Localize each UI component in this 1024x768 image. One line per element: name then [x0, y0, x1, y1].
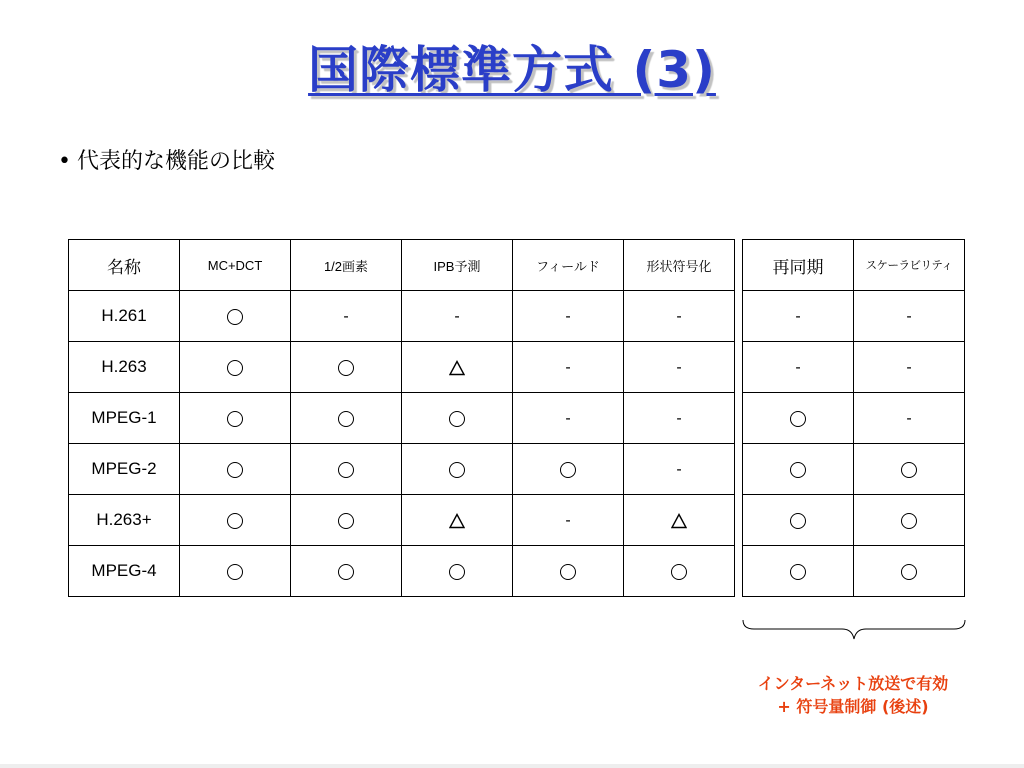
- comparison-table-side: [742, 239, 965, 597]
- value-cell: [513, 342, 624, 393]
- value-cell: [513, 393, 624, 444]
- header-cell: IPB予測: [402, 240, 513, 291]
- value-cell: [180, 291, 291, 342]
- table-row: [743, 495, 965, 546]
- value-cell: [513, 546, 624, 597]
- header-cell: 形状符号化: [624, 240, 735, 291]
- value-cell: [402, 393, 513, 444]
- value-cell: [743, 342, 854, 393]
- row-name-cell: MPEG-4: [69, 546, 180, 597]
- table-row: [69, 444, 735, 495]
- row-name-cell: MPEG-2: [69, 444, 180, 495]
- dash-text: -: [454, 308, 460, 325]
- note-line-1: インターネット放送で有効: [757, 674, 949, 693]
- value-cell: [291, 495, 402, 546]
- value-cell: [743, 495, 854, 546]
- value-cell: [180, 393, 291, 444]
- dash-text: -: [565, 512, 571, 529]
- value-cell: [291, 444, 402, 495]
- value-cell: [402, 342, 513, 393]
- table-row: [69, 291, 735, 342]
- circle-mark-icon: [790, 513, 806, 529]
- circle-mark-icon: [227, 411, 243, 427]
- bullet-item: [58, 144, 275, 175]
- table-row: [743, 546, 965, 597]
- slide-title: 国際標準方式 (3): [308, 41, 716, 99]
- table-row: [743, 342, 965, 393]
- circle-mark-icon: [338, 513, 354, 529]
- circle-mark-icon: [227, 462, 243, 478]
- dash-text: -: [795, 308, 801, 325]
- row-name-cell: MPEG-1: [69, 393, 180, 444]
- value-cell: [402, 444, 513, 495]
- table-header-row: [69, 240, 735, 291]
- circle-mark-icon: [671, 564, 687, 580]
- table-row: [69, 393, 735, 444]
- value-cell: [854, 546, 965, 597]
- table-row: [69, 546, 735, 597]
- dash-text: -: [795, 359, 801, 376]
- circle-mark-icon: [790, 411, 806, 427]
- row-name-cell: H.261: [69, 291, 180, 342]
- footer-divider: [0, 764, 1024, 768]
- circle-mark-icon: [449, 411, 465, 427]
- note-line-2: + 符号量制御 (後述): [777, 697, 929, 716]
- circle-mark-icon: [338, 411, 354, 427]
- value-cell: [291, 546, 402, 597]
- triangle-mark-icon: [449, 513, 465, 529]
- circle-mark-icon: [338, 462, 354, 478]
- table-header-row: [743, 240, 965, 291]
- value-cell: [180, 444, 291, 495]
- value-cell: [624, 546, 735, 597]
- value-cell: [854, 495, 965, 546]
- header-cell: フィールド: [513, 240, 624, 291]
- comparison-table-main: [68, 239, 735, 597]
- value-cell: [743, 444, 854, 495]
- circle-mark-icon: [449, 462, 465, 478]
- bullet-dot-icon: •: [58, 149, 71, 174]
- brace-icon: [742, 618, 966, 642]
- dash-text: -: [676, 410, 682, 427]
- circle-mark-icon: [790, 564, 806, 580]
- triangle-mark-icon: [449, 360, 465, 376]
- circle-mark-icon: [449, 564, 465, 580]
- circle-mark-icon: [227, 564, 243, 580]
- header-cell: MC+DCT: [180, 240, 291, 291]
- value-cell: [624, 291, 735, 342]
- value-cell: [743, 291, 854, 342]
- dash-text: -: [676, 308, 682, 325]
- row-name-cell: H.263: [69, 342, 180, 393]
- circle-mark-icon: [560, 564, 576, 580]
- dash-text: -: [676, 461, 682, 478]
- value-cell: [854, 393, 965, 444]
- dash-text: -: [343, 308, 349, 325]
- table-row: [743, 444, 965, 495]
- circle-mark-icon: [901, 513, 917, 529]
- header-cell: 名称: [69, 240, 180, 291]
- table-row: [743, 393, 965, 444]
- value-cell: [513, 444, 624, 495]
- circle-mark-icon: [790, 462, 806, 478]
- dash-text: -: [565, 359, 571, 376]
- circle-mark-icon: [338, 360, 354, 376]
- circle-mark-icon: [901, 462, 917, 478]
- value-cell: [291, 342, 402, 393]
- value-cell: [624, 393, 735, 444]
- circle-mark-icon: [338, 564, 354, 580]
- dash-text: -: [906, 359, 912, 376]
- value-cell: [624, 495, 735, 546]
- header-cell: 1/2画素: [291, 240, 402, 291]
- value-cell: [854, 444, 965, 495]
- dash-text: -: [676, 359, 682, 376]
- value-cell: [513, 291, 624, 342]
- table-row: [743, 291, 965, 342]
- value-cell: [854, 291, 965, 342]
- circle-mark-icon: [227, 360, 243, 376]
- value-cell: [513, 495, 624, 546]
- circle-mark-icon: [227, 513, 243, 529]
- value-cell: [180, 495, 291, 546]
- row-name-cell: H.263+: [69, 495, 180, 546]
- circle-mark-icon: [227, 309, 243, 325]
- table-row: [69, 342, 735, 393]
- value-cell: [624, 444, 735, 495]
- value-cell: [180, 342, 291, 393]
- dash-text: -: [565, 308, 571, 325]
- value-cell: [854, 342, 965, 393]
- table-row: [69, 495, 735, 546]
- circle-mark-icon: [901, 564, 917, 580]
- value-cell: [180, 546, 291, 597]
- header-cell: 再同期: [743, 240, 854, 291]
- dash-text: -: [906, 308, 912, 325]
- value-cell: [402, 495, 513, 546]
- value-cell: [402, 546, 513, 597]
- circle-mark-icon: [560, 462, 576, 478]
- value-cell: [743, 546, 854, 597]
- dash-text: -: [565, 410, 571, 427]
- value-cell: [291, 291, 402, 342]
- value-cell: [624, 342, 735, 393]
- bullet-text: 代表的な機能の比較: [76, 149, 275, 174]
- note-text: [720, 672, 986, 718]
- value-cell: [402, 291, 513, 342]
- value-cell: [291, 393, 402, 444]
- header-cell: スケーラビリティ: [854, 240, 965, 291]
- value-cell: [743, 393, 854, 444]
- dash-text: -: [906, 410, 912, 427]
- triangle-mark-icon: [671, 513, 687, 529]
